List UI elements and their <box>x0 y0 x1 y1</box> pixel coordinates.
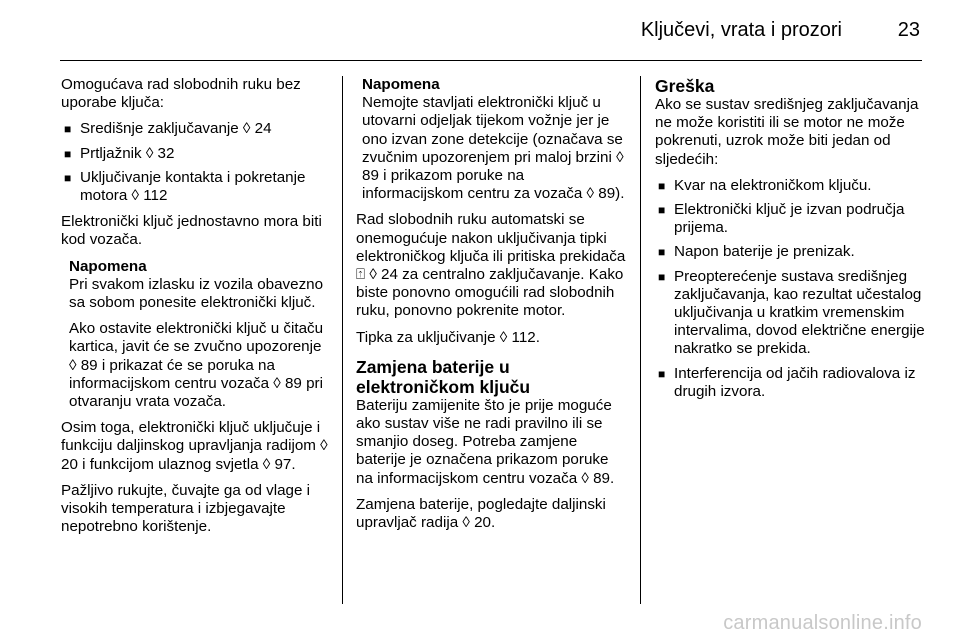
list-item: ■ Interferencija od jačih radiovalova iz drugih izvora. <box>658 364 916 400</box>
bullet-icon: ■ <box>64 122 72 137</box>
column-2 <box>356 76 626 540</box>
intro-paragraph: Omogućava rad slobodnih ruku bez uporabe ključa: <box>61 76 301 112</box>
paragraph: Pažljivo rukujte, čuvajte ga od vlage i visokih temperatura i izbjegavajte nepotrebno korištenje. <box>61 481 311 536</box>
column-divider-2 <box>640 76 641 604</box>
list-item: ■ Prtljažnik ◊ 32 <box>64 144 175 162</box>
list-item: ■ Kvar na elektroničkom ključu. <box>658 176 872 194</box>
column-1 <box>61 76 331 544</box>
paragraph: Osim toga, elektronički ključ uključuje i funkciju daljinskog upravljanja radijom ◊ 20 i funkcijom ulaznog svjetla ◊ 97. <box>61 419 328 473</box>
header-rule <box>60 60 922 61</box>
feature-list <box>61 120 331 205</box>
column-divider-1 <box>342 76 343 604</box>
paragraph: Rad slobodnih ruku automatski se onemogućuje nakon uključivanja tipki elektroničkog ključa ili pritiska prekidača ⍐ ◊ 24 za centralno zaključavanje. Kako biste ponovno omogućili rad slobodnih ruku, ponovno pokrenite motor. <box>356 211 626 320</box>
watermark: carmanualsonline.info <box>723 612 922 634</box>
intro-paragraph: Ako se sustav središnjeg zaključavanja ne može koristiti ili se motor ne može pokrenuti, uzrok može biti jedan od sljedećih: <box>655 96 919 168</box>
list-item: ■ Središnje zaključavanje ◊ 24 <box>64 120 272 138</box>
paragraph: Elektronički ključ jednostavno mora biti kod vozača. <box>61 213 322 249</box>
bullet-icon: ■ <box>64 146 72 161</box>
list-item: ■ Napon baterije je prenizak. <box>658 243 855 261</box>
note-title: Napomena <box>69 257 147 275</box>
paragraph: Bateriju zamijenite što je prije moguće ako sustav više ne radi pravilno ili se smanjio doseg. Potreba zamjene baterije je označena prikazom poruke na informacijskom centru vozača ◊ 89. <box>356 396 615 487</box>
bullet-icon: ■ <box>658 366 666 381</box>
bullet-icon: ■ <box>658 178 666 193</box>
bullet-icon: ■ <box>658 245 666 260</box>
note-box <box>356 76 626 203</box>
list-item: ■ Preopterećenje sustava središnjeg zaključavanja, kao rezultat učestalog uključivanja u kratkim vremenskim intervalima, dovod električne energije nakratko se prekida. <box>658 267 925 358</box>
cause-list <box>655 177 925 401</box>
note-box <box>61 258 331 412</box>
running-title: Ključevi, vrata i prozori <box>640 19 842 41</box>
section-heading: Zamjena baterije u elektroničkom ključu <box>356 356 531 397</box>
page-number: 23 <box>897 19 920 41</box>
section-heading: Greška <box>655 76 715 96</box>
note-paragraph: Ako ostavite elektronički ključ u čitaču kartica, javit će se zvučno upozorenje ◊ 89 i prikazat će se poruka na informacijskom centru vozača ◊ 89 pri otvaranju vrata vozača. <box>69 320 324 411</box>
paragraph: Tipka za uključivanje ◊ 112. <box>356 328 540 346</box>
column-3 <box>655 76 925 409</box>
bullet-icon: ■ <box>64 170 72 185</box>
paragraph: Zamjena baterije, pogledajte daljinski upravljač radija ◊ 20. <box>356 495 606 532</box>
list-item: ■ Elektronički ključ je izvan područja prijema. <box>658 201 905 237</box>
note-paragraph: Nemojte stavljati elektronički ključ u utovarni odjeljak tijekom vožnje jer je ono izvan zone detekcije (označava se zvučnim upozorenjem pri maloj brzini ◊ 89 i prikazom poruke na informacijskom centru za vozača ◊ 89). <box>362 94 625 203</box>
page-header <box>0 0 960 58</box>
bullet-icon: ■ <box>658 269 666 284</box>
note-paragraph: Pri svakom izlasku iz vozila obavezno sa sobom ponesite elektronički ključ. <box>69 275 324 312</box>
list-item: ■ Uključivanje kontakta i pokretanje motora ◊ 112 <box>64 168 306 205</box>
bullet-icon: ■ <box>658 203 666 218</box>
note-title: Napomena <box>362 76 440 93</box>
